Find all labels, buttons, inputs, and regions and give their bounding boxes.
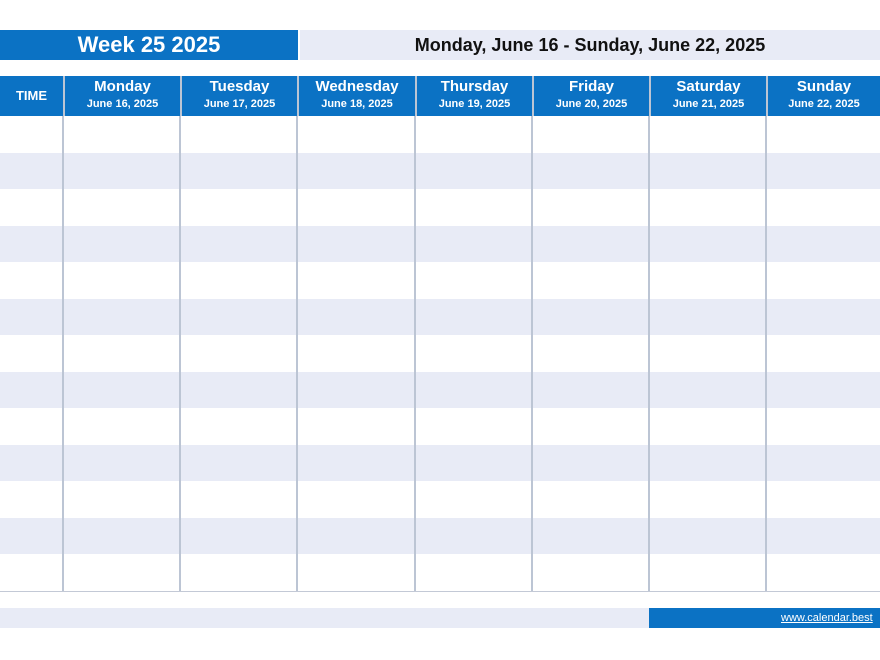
week-title: Week 25 2025 <box>0 30 298 60</box>
day-name: Tuesday <box>209 78 270 95</box>
time-slot-row[interactable] <box>0 262 880 299</box>
column-divider <box>414 116 416 592</box>
time-slot-row[interactable] <box>0 299 880 336</box>
day-date: June 22, 2025 <box>788 98 860 110</box>
column-divider <box>648 116 650 592</box>
column-divider <box>296 116 298 592</box>
day-date: June 16, 2025 <box>86 98 159 110</box>
day-name: Monday <box>94 78 151 95</box>
day-name: Saturday <box>676 78 741 95</box>
day-header-wednesday <box>297 76 415 116</box>
column-divider <box>531 116 533 592</box>
time-slot-row[interactable] <box>0 372 880 409</box>
time-slot-row[interactable] <box>0 408 880 445</box>
day-header-sunday <box>766 76 880 116</box>
time-slot-row[interactable] <box>0 445 880 482</box>
day-header-tuesday <box>180 76 297 116</box>
time-slot-row[interactable] <box>0 226 880 263</box>
day-date: June 21, 2025 <box>672 98 745 110</box>
time-slot-row[interactable] <box>0 116 880 153</box>
day-date: June 20, 2025 <box>555 98 628 110</box>
table-bottom-border <box>0 591 880 592</box>
day-name: Wednesday <box>315 78 399 95</box>
time-slot-row[interactable] <box>0 554 880 591</box>
day-name: Thursday <box>440 78 509 95</box>
header-row <box>0 76 880 116</box>
column-divider <box>179 116 181 592</box>
day-date: June 19, 2025 <box>438 98 511 110</box>
day-name: Sunday <box>796 78 852 95</box>
day-date: June 18, 2025 <box>321 98 393 110</box>
time-slot-row[interactable] <box>0 335 880 372</box>
day-name: Friday <box>568 78 614 95</box>
time-slot-row[interactable] <box>0 518 880 555</box>
column-divider <box>765 116 767 592</box>
date-range: Monday, June 16 - Sunday, June 22, 2025 <box>300 30 880 60</box>
day-header-friday <box>532 76 649 116</box>
time-column-header: TIME <box>15 88 48 103</box>
time-slot-row[interactable] <box>0 481 880 518</box>
day-header-monday <box>63 76 180 116</box>
day-date: June 17, 2025 <box>203 98 276 110</box>
time-slot-row[interactable] <box>0 153 880 190</box>
day-header-thursday <box>415 76 532 116</box>
day-header-saturday <box>649 76 766 116</box>
time-slot-row[interactable] <box>0 189 880 226</box>
column-divider <box>62 116 64 592</box>
website-link[interactable]: www.calendar.best <box>649 608 880 628</box>
